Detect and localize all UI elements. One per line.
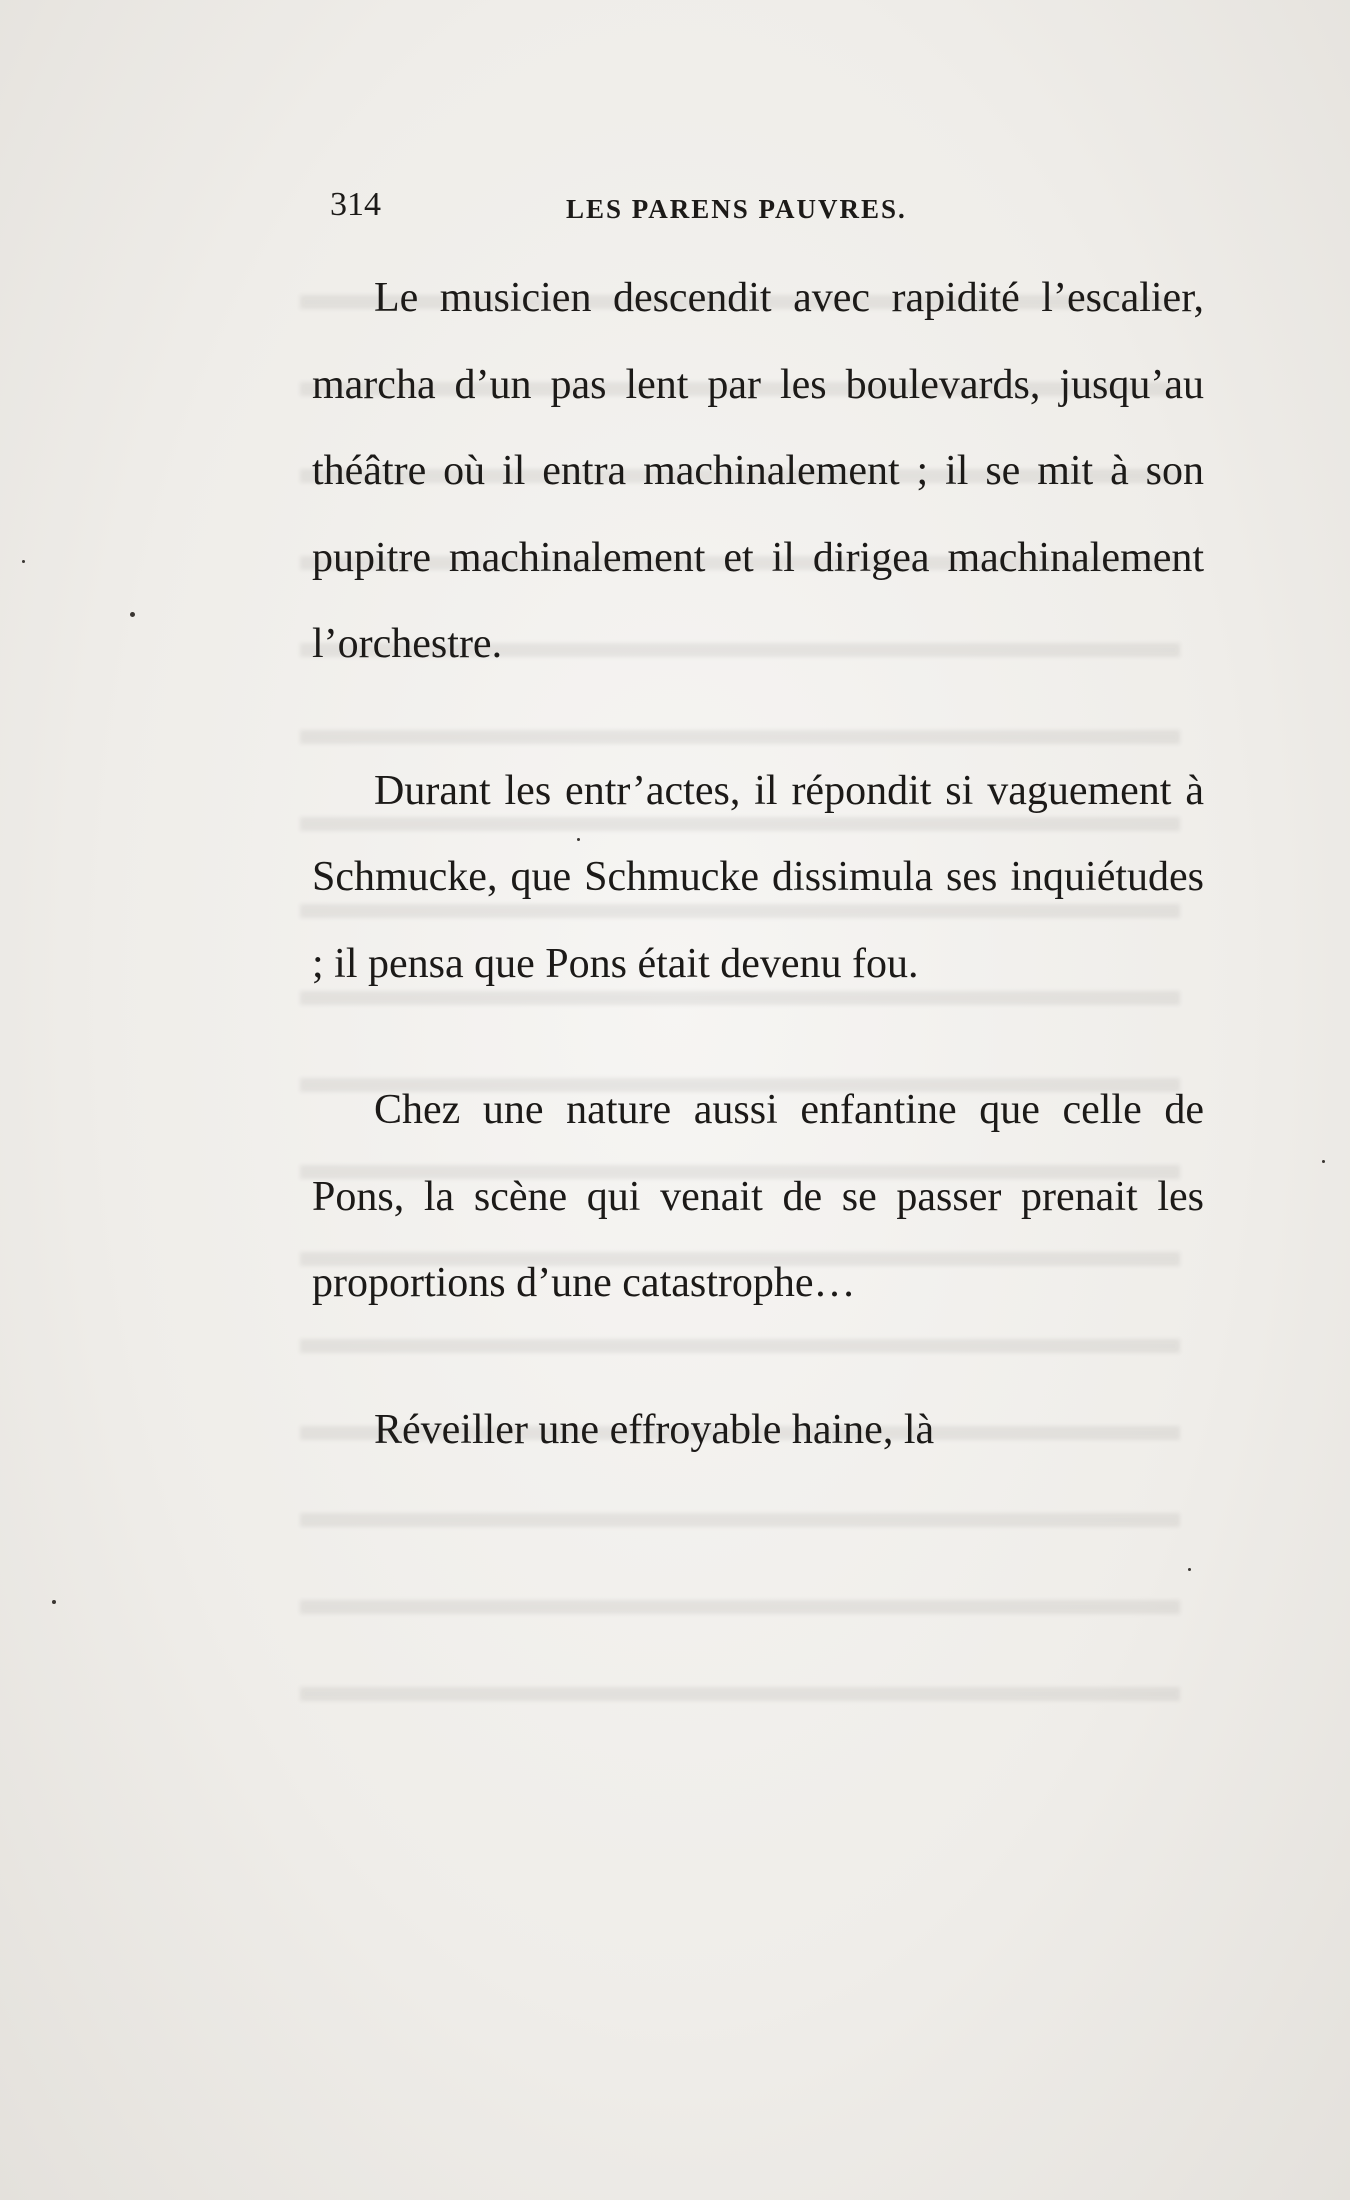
paper-speck <box>1188 1568 1191 1571</box>
body-text <box>312 255 1204 1473</box>
paper-speck <box>22 560 25 563</box>
paragraph-3: Chez une nature aussi enfantine que celle de Pons, la scène qui venait de se passer prenait les proportions d’une catastrophe… <box>312 1087 1204 1306</box>
paragraph-1: Le musicien descendit avec rapidité l’escalier, marcha d’un pas lent par les boulevards, jusqu’au théâtre où il entra machinalement ; il se mit à son pupitre machinalement et il dirigea machinalement l’orchestre. <box>312 275 1204 667</box>
paragraph-4: Réveiller une effroyable haine, là <box>374 1406 935 1453</box>
paper-speck <box>52 1600 56 1604</box>
page-number: 314 <box>330 186 381 223</box>
paragraph-2: Durant les entr’actes, il répondit si vaguement à Schmucke, que Schmucke dissimula ses inquiétudes ; il pensa que Pons était devenu fou. <box>312 767 1204 987</box>
paper-speck <box>130 612 135 617</box>
paper-speck <box>577 838 580 841</box>
running-title: LES PARENS PAUVRES. <box>566 194 907 224</box>
page-header <box>330 186 980 236</box>
paper-speck <box>1322 1160 1325 1163</box>
